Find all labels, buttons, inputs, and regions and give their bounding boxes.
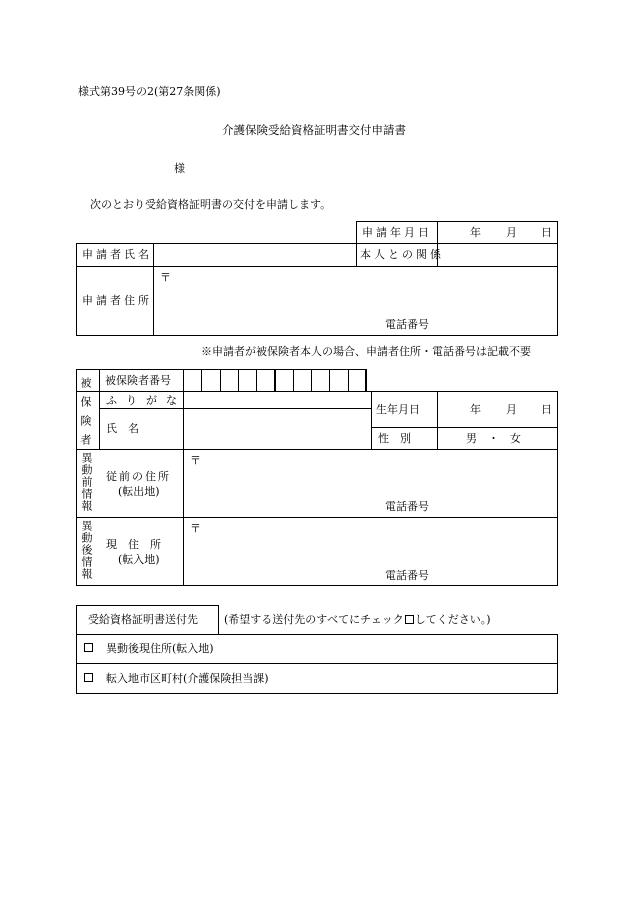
application-date-label: 申請年月日 <box>362 226 432 239</box>
postal-mark: 〒 <box>160 271 171 284</box>
furigana-field[interactable] <box>185 393 369 406</box>
birth-label: 生年月日 <box>376 403 420 416</box>
before-address-sub: (転出地) <box>118 485 160 498</box>
option-label: 異動後現住所(転入地) <box>106 642 214 655</box>
option-checkbox[interactable] <box>84 673 93 682</box>
applicant-name-field[interactable] <box>155 245 354 264</box>
birth-month-unit: 月 <box>506 403 517 416</box>
insured-number-cell[interactable] <box>201 369 220 392</box>
delivery-instruction: (希望する送付先のすべてにチェック してください。) <box>224 613 491 626</box>
insured-number-cell[interactable] <box>238 369 257 392</box>
intro-text: 次のとおり受給資格証明書の交付を申請します。 <box>90 198 332 211</box>
after-address-sub: (転入地) <box>118 553 160 566</box>
insured-number-cell[interactable] <box>183 369 202 392</box>
before-address-field[interactable] <box>185 451 556 515</box>
before-phone-label: 電話番号 <box>385 500 429 513</box>
date-day-unit: 日 <box>541 226 552 239</box>
after-phone-label: 電話番号 <box>385 569 429 582</box>
applicant-address-field[interactable] <box>155 268 556 334</box>
birth-year-unit: 年 <box>470 403 481 416</box>
sex-label: 性 別 <box>378 432 411 445</box>
insured-number-cell[interactable] <box>256 369 275 392</box>
furigana-label: ふりがな <box>106 394 186 407</box>
insured-name-field[interactable] <box>185 410 369 447</box>
insured-number-cell[interactable] <box>275 369 294 392</box>
date-year-unit: 年 <box>470 226 481 239</box>
applicant-name-label: 申請者氏名 <box>82 248 152 261</box>
birth-date-field[interactable] <box>439 393 556 425</box>
before-address-label: 従前の住所 <box>106 470 171 483</box>
birth-day-unit: 日 <box>541 403 552 416</box>
insured-number-label: 被保険者番号 <box>105 374 171 387</box>
relation-field[interactable] <box>439 245 556 264</box>
insured-number-cell[interactable] <box>348 369 367 392</box>
form-number: 様式第39号の2(第27条関係) <box>78 85 221 98</box>
before-move-section-label: 異動前情報 <box>80 452 93 512</box>
after-address-field[interactable] <box>185 519 556 584</box>
date-month-unit: 月 <box>506 226 517 239</box>
insured-number-cell[interactable] <box>311 369 330 392</box>
before-postal-mark: 〒 <box>190 454 201 467</box>
delivery-label: 受給資格証明書送付先 <box>88 613 198 626</box>
addressee-suffix: 様 <box>174 162 185 175</box>
insured-name-label: 氏 名 <box>106 422 139 435</box>
applicant-address-label: 申請者住所 <box>82 294 152 307</box>
insured-section-label: 被保険者 <box>79 377 92 453</box>
check-example-icon <box>405 615 414 624</box>
insured-number-cell[interactable] <box>220 369 239 392</box>
option-checkbox[interactable] <box>84 643 93 652</box>
page-title: 介護保険受給資格証明書交付申請書 <box>222 123 406 137</box>
insured-number-cell[interactable] <box>293 369 312 392</box>
after-postal-mark: 〒 <box>190 522 201 535</box>
after-move-section-label: 異動後情報 <box>80 520 93 580</box>
relation-label: 本人との関係 <box>360 248 444 261</box>
insured-number-cell[interactable] <box>329 369 348 392</box>
sex-options[interactable]: 男 ・ 女 <box>466 432 521 445</box>
option-label: 転入地市区町村(介護保険担当課) <box>106 672 269 685</box>
applicant-phone-label: 電話番号 <box>385 318 429 331</box>
after-address-label: 現 住 所 <box>106 538 161 551</box>
note-text: ※申請者が被保険者本人の場合、申請者住所・電話番号は記載不要 <box>201 345 531 358</box>
